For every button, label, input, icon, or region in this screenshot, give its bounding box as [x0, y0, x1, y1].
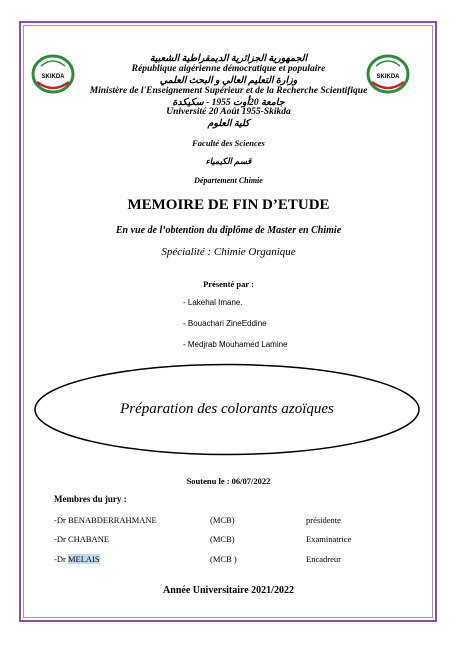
jury-member-name: [54, 515, 157, 525]
jury-prefix: -Dr: [54, 534, 68, 544]
department-name: Département Chimie: [194, 176, 263, 185]
defense-date: Soutenu le : 06/07/2022: [186, 476, 271, 486]
arabic-ministry: وزارة التعليم العالي و البحث العلمي: [159, 76, 298, 86]
faculty-name: Faculté des Sciences: [192, 138, 265, 148]
thesis-title: Préparation des colorants azoïques: [120, 401, 334, 417]
republic-name: République algérienne démocratique et populaire: [131, 64, 326, 74]
author-3: - Medjrab Mouhamed Lamine: [183, 340, 288, 349]
academic-year: Année Universitaire 2021/2022: [163, 585, 294, 596]
specialty: Spécialité : Chimie Organique: [161, 246, 296, 258]
jury-member-name: [54, 554, 100, 564]
jury-row: [0, 554, 457, 568]
author-1: - Lakehal Imane.: [183, 298, 243, 307]
university-name: Université 20 Août 1955-Skikda: [166, 107, 291, 117]
jury-role: Examinatrice: [306, 534, 352, 544]
arabic-university: جامعة 20أوت 1955 - سكيكدة: [172, 98, 285, 108]
thesis-type-title: MEMOIRE DE FIN D’ETUDE: [127, 197, 330, 213]
jury-grade: (MCB): [210, 515, 235, 525]
jury-prefix: -Dr: [54, 554, 68, 564]
degree-subtitle: En vue de l’obtention du diplôme de Master en Chimie: [115, 225, 342, 236]
jury-name: CHABANE: [67, 534, 110, 544]
author-2: - Bouachari ZineEddine: [183, 319, 267, 328]
jury-grade: (MCB ): [210, 554, 237, 564]
jury-member-name: [54, 534, 109, 544]
logo-left-text: SKIKDA: [41, 74, 65, 80]
jury-name: BENABDERRAHMANE: [67, 515, 157, 525]
presented-by-label: Présenté par :: [203, 279, 254, 289]
ministry-name: Ministère de l'Enseignement Supérieur et de la Recherche Scientifique: [89, 86, 368, 96]
jury-name-highlighted[interactable]: MELAIS: [67, 554, 100, 564]
jury-row: [0, 515, 457, 529]
jury-row: [0, 534, 457, 548]
jury-role: Encadreur: [306, 554, 341, 564]
arabic-republic: الجمهورية الجزائرية الديمقراطية الشعبية: [149, 54, 308, 64]
jury-role: présidente: [306, 515, 341, 525]
jury-grade: (MCB): [210, 534, 235, 544]
jury-prefix: -Dr: [54, 515, 68, 525]
arabic-faculty: كلية العلوم: [207, 119, 250, 129]
logo-right-text: SKIKDA: [376, 74, 400, 80]
arabic-department: قسم الكيمياء: [205, 156, 252, 166]
jury-label: Membres du jury :: [54, 494, 127, 504]
